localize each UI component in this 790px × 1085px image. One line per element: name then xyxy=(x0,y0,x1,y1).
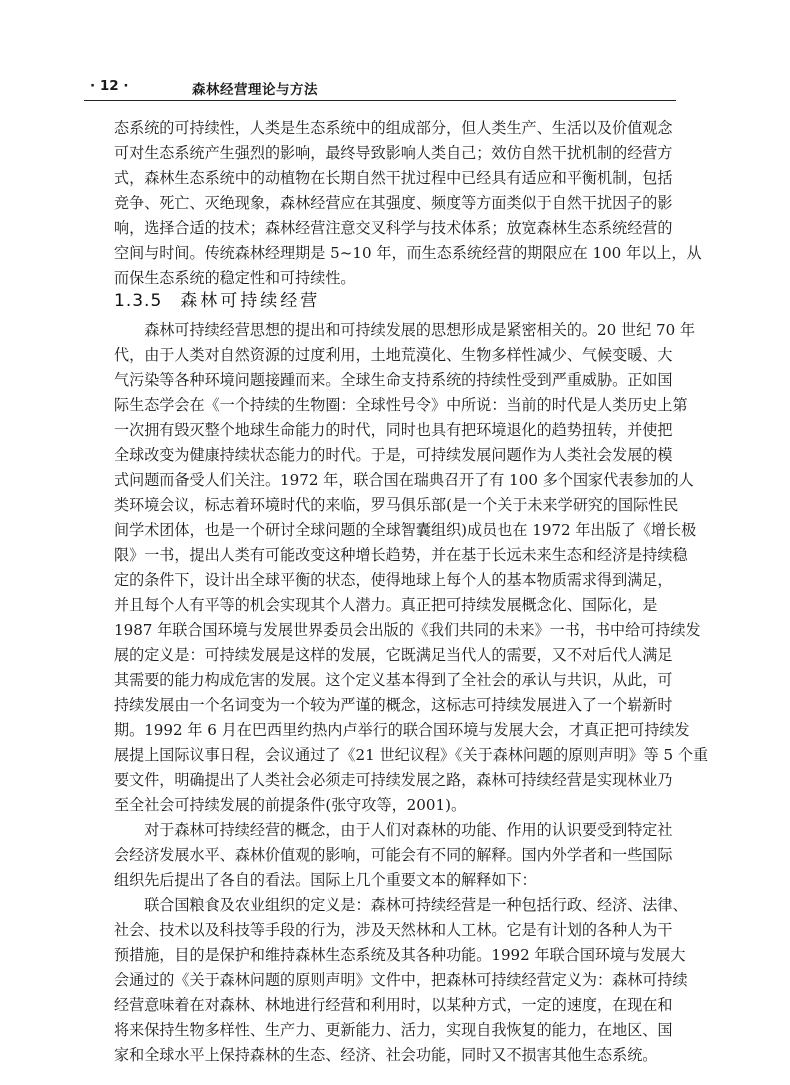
text-line: 将来保持生物多样性、生产力、更新能力、活力，实现自我恢复的能力，在地区、国 xyxy=(114,1021,673,1039)
paragraph-3 xyxy=(114,893,688,1068)
text-line: 定的条件下，设计出全球平衡的状态，使得地球上每个人的基本物质需求得到满足， xyxy=(114,571,673,589)
text-line: 一次拥有毁灭整个地球生命能力的时代，同时也具有把环境退化的趋势扭转，并使把 xyxy=(114,421,673,439)
text-line: 期。1992 年 6 月在巴西里约热内卢举行的联合国环境与发展大会，才真正把可持续发 xyxy=(114,721,690,739)
section-title: 森林可持续经营 xyxy=(180,291,321,311)
text-line: 展的定义是：可持续发展是这样的发展，它既满足当代人的需要，又不对后代人满足 xyxy=(114,646,673,664)
page-number: · 12 · xyxy=(90,78,129,94)
text-line: 联合国粮食及农业组织的定义是：森林可持续经营是一种包括行政、经济、法律、 xyxy=(114,896,688,914)
text-line: 空间与时间。传统森林经理期是 5~10 年，而生态系统经营的期限应在 100 年以上，从 xyxy=(114,244,702,262)
text-line: 经营意味着在对森林、林地进行经营和利用时，以某种方式，一定的速度，在现在和 xyxy=(114,996,673,1014)
text-line: 代，由于人类对自然资源的过度利用，土地荒漠化、生物多样性减少、气候变暖、大 xyxy=(114,346,673,364)
text-line: 并且每个人有平等的机会实现其个人潜力。真正把可持续发展概念化、国际化，是 xyxy=(114,596,658,614)
text-line: 展提上国际议事日程，会议通过了《21 世纪议程》《关于森林问题的原则声明》等 5 个重 xyxy=(114,746,709,764)
text-line: 限》一书，提出人类有可能改变这种增长趋势，并在基于长远未来生态和经济是持续稳 xyxy=(114,546,688,564)
paragraph-1 xyxy=(114,318,709,818)
text-line: 全球改变为健康持续状态能力的时代。于是，可持续发展问题作为人类社会发展的模 xyxy=(114,446,673,464)
paragraph-intro xyxy=(114,116,702,291)
text-line: 而保生态系统的稳定性和可持续性。 xyxy=(114,269,356,287)
text-line: 间学术团体，也是一个研讨全球问题的全球智囊组织)成员也在 1972 年出版了《增长极 xyxy=(114,521,697,539)
text-line: 际生态学会在《一个持续的生物圈：全球性号令》中所说：当前的时代是人类历史上第 xyxy=(114,396,688,414)
text-line: 对于森林可持续经营的概念，由于人们对森林的功能、作用的认识要受到特定社 xyxy=(114,821,673,839)
text-line: 式，森林生态系统中的动植物在长期自然干扰过程中已经具有适应和平衡机制，包括 xyxy=(114,169,673,187)
text-line: 森林可持续经营思想的提出和可持续发展的思想形成是紧密相关的。20 世纪 70 年 xyxy=(114,321,696,339)
text-line: 家和全球水平上保持森林的生态、经济、社会功能，同时又不损害其他生态系统。 xyxy=(114,1046,658,1064)
text-line: 竞争、死亡、灭绝现象，森林经营应在其强度、频度等方面类似于自然干扰因子的影 xyxy=(114,194,673,212)
running-header xyxy=(84,76,676,101)
text-line: 持续发展由一个名词变为一个较为严谨的概念，这标志可持续发展进入了一个崭新时 xyxy=(114,696,673,714)
text-line: 态系统的可持续性，人类是生态系统中的组成部分，但人类生产、生活以及价值观念 xyxy=(114,119,673,137)
text-line: 组织先后提出了各自的看法。国际上几个重要文本的解释如下： xyxy=(114,871,537,889)
text-line: 式问题而备受人们关注。1972 年，联合国在瑞典召开了有 100 多个国家代表参加的人 xyxy=(114,471,694,489)
text-line: 气污染等各种环境问题接踵而来。全球生命支持系统的持续性受到严重威胁。正如国 xyxy=(114,371,673,389)
text-line: 可对生态系统产生强烈的影响，最终导致影响人类自己；效仿自然干扰机制的经营方 xyxy=(114,144,673,162)
text-line: 类环境会议，标志着环境时代的来临，罗马俱乐部(是一个关于未来学研究的国际性民 xyxy=(114,496,679,514)
text-line: 1987 年联合国环境与发展世界委员会出版的《我们共同的未来》一书，书中给可持续发 xyxy=(114,621,701,639)
section-number: 1.3.5 xyxy=(114,291,163,311)
paragraph-2 xyxy=(114,818,674,893)
book-title: 森林经营理论与方法 xyxy=(192,82,318,98)
text-line: 至全社会可持续发展的前提条件(张守攻等，2001)。 xyxy=(114,796,467,814)
text-line: 响，选择合适的技术；森林经营注意交叉科学与技术体系；放宽森林生态系统经营的 xyxy=(114,219,673,237)
section-heading xyxy=(114,286,320,311)
text-line: 会经济发展水平、森林价值观的影响，可能会有不同的解释。国内外学者和一些国际 xyxy=(114,846,673,864)
text-line: 要文件，明确提出了人类社会必须走可持续发展之路，森林可持续经营是实现林业乃 xyxy=(114,771,673,789)
text-line: 其需要的能力构成危害的发展。这个定义基本得到了全社会的承认与共识，从此，可 xyxy=(114,671,673,689)
text-line: 社会、技术以及科技等手段的行为，涉及天然林和人工林。它是有计划的各种人为干 xyxy=(114,921,673,939)
text-line: 预措施，目的是保护和维持森林生态系统及其各种功能。1992 年联合国环境与发展大 xyxy=(114,946,686,964)
text-line: 会通过的《关于森林问题的原则声明》文件中，把森林可持续经营定义为：森林可持续 xyxy=(114,971,688,989)
